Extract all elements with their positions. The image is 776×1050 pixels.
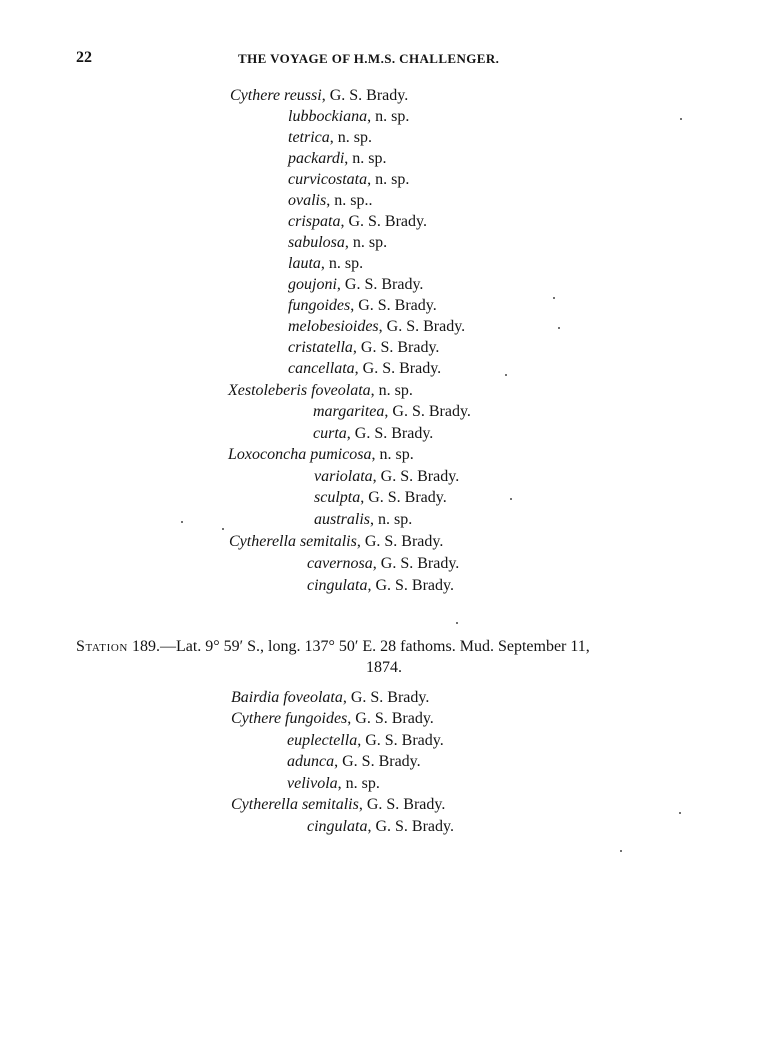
species-authority: , G. S. Brady. [340, 213, 427, 230]
species-name: Xestoleberis foveolata [228, 382, 371, 399]
species-entry [287, 730, 444, 751]
species-name: sculpta [314, 489, 361, 506]
station-details: 189.—Lat. 9° 59′ S., long. 137° 50′ E. 28 fathoms. Mud. September 11, [127, 638, 590, 655]
species-entry [307, 575, 454, 596]
species-name: melobesioides [288, 318, 379, 335]
species-entry [288, 127, 372, 148]
species-name: crispata [288, 213, 341, 230]
species-authority: , n. sp.. [326, 192, 373, 209]
species-name: curvicostata [288, 171, 368, 188]
scan-speck [510, 498, 512, 500]
scan-speck [620, 850, 622, 852]
species-authority: , G. S. Brady. [352, 339, 440, 356]
species-entry [307, 816, 454, 837]
species-entry [288, 253, 363, 274]
species-name: lubbockiana [288, 108, 368, 125]
species-name: tetrica [288, 129, 330, 146]
species-entry [229, 531, 443, 552]
species-authority: , G. S. Brady. [350, 297, 437, 314]
species-entry [288, 148, 387, 169]
species-name: margaritea [313, 403, 385, 420]
species-name: Cythere reussi [230, 87, 322, 104]
species-authority: , n. sp. [367, 171, 410, 188]
species-authority: , G. S. Brady. [358, 796, 446, 813]
species-entry [288, 337, 439, 358]
species-name: goujoni [288, 276, 337, 293]
species-entry [288, 190, 372, 211]
species-authority: , G. S. Brady. [384, 403, 471, 420]
species-authority: , n. sp. [344, 234, 388, 251]
species-entry [313, 401, 471, 422]
species-authority: , n. sp. [337, 775, 380, 792]
species-entry [231, 794, 445, 815]
species-entry [230, 85, 408, 106]
species-authority: , n. sp. [344, 150, 387, 167]
species-name: cancellata [288, 360, 355, 377]
species-name: Bairdia foveolata [231, 689, 343, 706]
species-name: packardi [288, 150, 345, 167]
species-name: Cytherella semitalis [231, 796, 359, 813]
species-entry [313, 423, 433, 444]
running-head: THE VOYAGE OF H.M.S. CHALLENGER. [238, 51, 500, 66]
species-name: cristatella [288, 339, 353, 356]
species-authority: , n. sp. [367, 108, 410, 125]
species-name: Cythere fungoides [231, 710, 348, 727]
species-name: variolata [314, 468, 373, 485]
species-name: fungoides [288, 297, 351, 314]
species-name: Loxoconcha pumicosa [228, 446, 372, 463]
scan-speck [679, 812, 681, 814]
species-name: euplectella [287, 732, 358, 749]
species-authority: , G. S. Brady. [321, 87, 409, 104]
scan-speck [680, 118, 682, 120]
species-authority: , G. S. Brady. [378, 318, 466, 335]
species-authority: , G. S. Brady. [334, 753, 421, 770]
species-authority: , G. S. Brady. [336, 276, 424, 293]
species-name: cingulata [307, 818, 368, 835]
species-entry [314, 487, 447, 508]
species-authority: , G. S. Brady. [360, 489, 447, 506]
species-entry [288, 274, 423, 295]
species-authority: , G. S. Brady. [372, 555, 460, 572]
species-authority: , G. S. Brady. [346, 425, 434, 442]
species-name: velivola [287, 775, 338, 792]
species-name: cavernosa [307, 555, 373, 572]
species-authority: , n. sp. [371, 446, 414, 463]
species-authority: , n. sp. [370, 382, 413, 399]
scan-speck [558, 327, 560, 329]
species-entry [287, 751, 421, 772]
species-entry [228, 444, 414, 465]
species-authority: , G. S. Brady. [367, 818, 454, 835]
species-name: Cytherella semitalis [229, 533, 357, 550]
species-entry [314, 509, 412, 530]
species-entry [231, 687, 429, 708]
species-name: lauta [288, 255, 321, 272]
station-year: 1874. [366, 659, 402, 676]
species-entry [288, 295, 437, 316]
species-authority: , G. S. Brady. [342, 689, 430, 706]
species-entry [288, 232, 387, 253]
species-name: sabulosa [288, 234, 345, 251]
species-authority: , G. S. Brady. [356, 533, 444, 550]
species-authority: , G. S. Brady. [347, 710, 434, 727]
species-entry [307, 553, 459, 574]
scan-speck [505, 374, 507, 376]
species-authority: , n. sp. [370, 511, 413, 528]
species-entry [288, 106, 409, 127]
scan-speck [222, 528, 224, 530]
species-entry [228, 380, 413, 401]
species-authority: , G. S. Brady. [357, 732, 444, 749]
species-authority: , G. S. Brady. [367, 577, 454, 594]
species-entry [314, 466, 459, 487]
scan-speck [181, 521, 183, 523]
species-entry [231, 708, 434, 729]
station-label: Station [76, 638, 128, 655]
species-authority: , G. S. Brady. [354, 360, 442, 377]
page-number: 22 [76, 49, 92, 66]
species-name: cingulata [307, 577, 368, 594]
species-name: australis [314, 511, 371, 528]
species-entry [287, 773, 380, 794]
scan-speck [553, 297, 555, 299]
species-entry [288, 358, 441, 379]
species-name: adunca [287, 753, 335, 770]
species-name: ovalis [288, 192, 327, 209]
species-authority: , n. sp. [320, 255, 364, 272]
species-entry [288, 211, 427, 232]
species-authority: , n. sp. [329, 129, 372, 146]
species-authority: , G. S. Brady. [372, 468, 460, 485]
station-line [76, 636, 716, 657]
species-entry [288, 169, 409, 190]
scan-speck [456, 622, 458, 624]
species-entry [288, 316, 465, 337]
species-name: curta [313, 425, 347, 442]
